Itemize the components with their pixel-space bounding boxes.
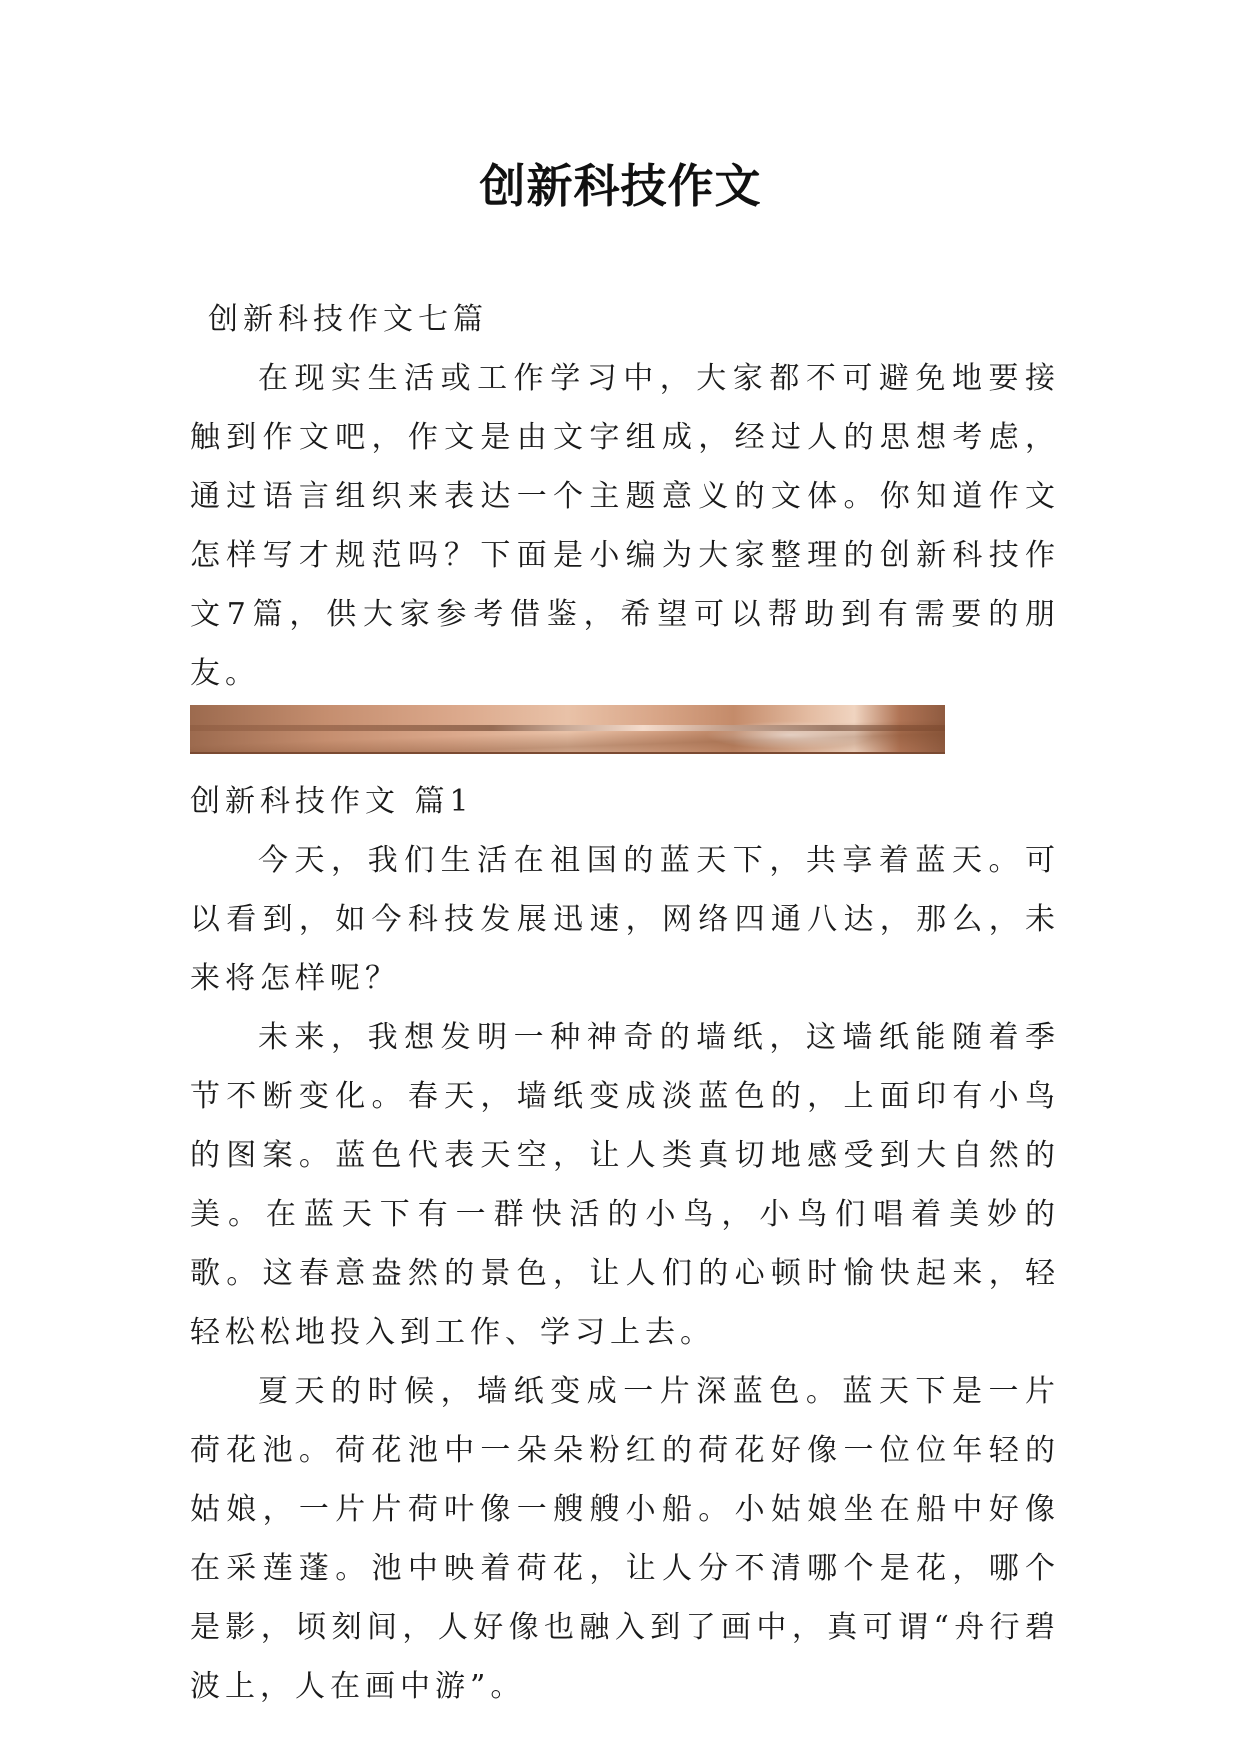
body-paragraph-2: 未来，我想发明一种神奇的墙纸，这墙纸能随着季节不断变化。春天，墙纸变成淡蓝色的，上面印有小鸟的图案。蓝色代表天空，让人类真切地感受到大自然的美。在蓝天下有一群快活的小鸟，小鸟们唱着美妙的歌。这春意盎然的景色，让人们的心顿时愉快起来，轻轻松松地投入到工作、学习上去。 bbox=[190, 1020, 1060, 1350]
banner-highlight bbox=[190, 725, 945, 731]
body-paragraph-3: 夏天的时候，墙纸变成一片深蓝色。蓝天下是一片荷花池。荷花池中一朵朵粉红的荷花好像一位位年轻的姑娘，一片片荷叶像一艘艘小船。小姑娘坐在船中好像在采莲蓬。池中映着荷花，让人分不清哪个是花，哪个是影，顷刻间，人好像也融入到了画中，真可谓“舟行碧波上，人在画中游”。 bbox=[190, 1374, 1060, 1704]
document-subtitle: 创新科技作文七篇 bbox=[208, 302, 488, 337]
document-body bbox=[190, 290, 1060, 1716]
decorative-banner-image bbox=[190, 705, 945, 754]
body-paragraph-1: 今天，我们生活在祖国的蓝天下，共享着蓝天。可以看到，如今科技发展迅速，网络四通八达，那么，未来将怎样呢？ bbox=[190, 843, 1060, 996]
section-heading: 创新科技作文 篇1 bbox=[190, 784, 474, 819]
page-title: 创新科技作文 bbox=[479, 159, 762, 213]
intro-paragraph: 在现实生活或工作学习中，大家都不可避免地要接触到作文吧，作文是由文字组成，经过人的思想考虑，通过语言组织来表达一个主题意义的文体。你知道作文怎样写才规范吗？下面是小编为大家整理的创新科技作文7篇，供大家参考借鉴，希望可以帮助到有需要的朋友。 bbox=[190, 361, 1060, 691]
